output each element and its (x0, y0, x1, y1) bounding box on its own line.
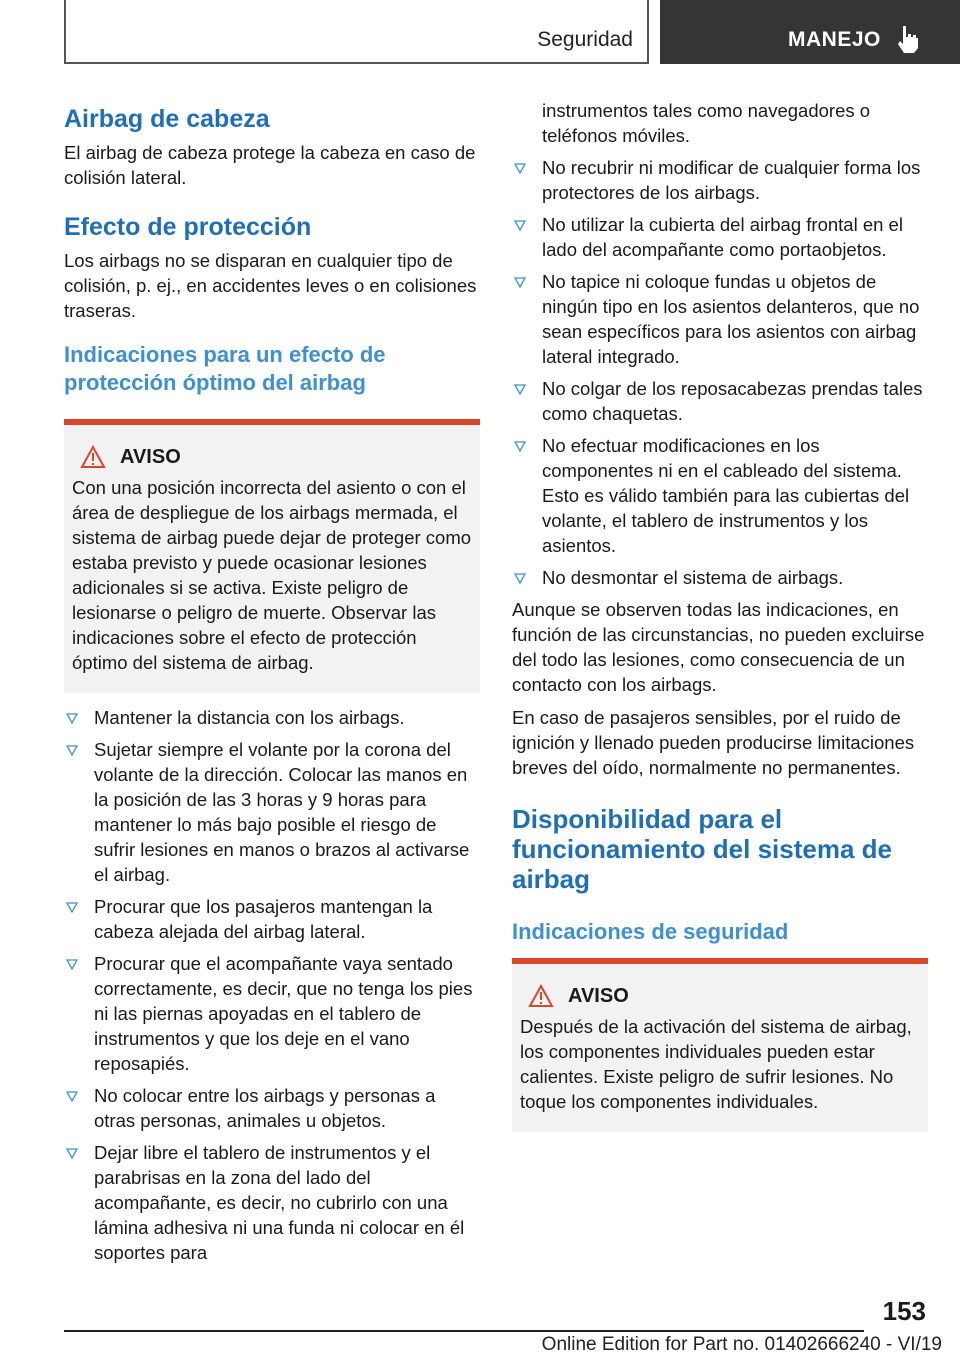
heading-disponibilidad: Disponibilidad para el funcionamiento del sistema de airbag (512, 804, 892, 894)
heading-efecto-proteccion: Efecto de protección (64, 213, 312, 241)
triangle-bullet-icon (66, 1090, 78, 1102)
warning-title: AVISO (568, 984, 629, 1007)
header-chapter-label: MANEJO (788, 28, 881, 51)
list-item: No recubrir ni modificar de cualquier forma los protectores de los airbags. (512, 155, 928, 205)
warning-title: AVISO (120, 445, 181, 468)
list-item: Mantener la distancia con los airbags. (64, 705, 480, 730)
list-item: Sujetar siempre el volante por la corona del volante de la dirección. Colocar las manos en la posición de las 3 horas y 9 horas para mantener lo más bajo posible el riesgo de sufrir lesiones en manos o brazos al activarse el airbag. (64, 737, 480, 887)
warning-triangle-icon (80, 445, 106, 469)
paragraph: Aunque se observen todas las indicaciones, en función de las circunstancias, no pueden excluirse del todo las lesiones, como consecuencia de un contacto con los airbags. (512, 599, 925, 695)
paragraph: En caso de pasajeros sensibles, por el ruido de ignición y llenado pueden producirse limitaciones breves del oído, normalmente no permanentes. (512, 707, 915, 778)
heading-airbag-cabeza: Airbag de cabeza (64, 105, 270, 133)
triangle-bullet-icon (514, 276, 526, 288)
header-section-box (64, 0, 649, 64)
list-item: No utilizar la cubierta del airbag frontal en el lado del acompañante como portaobjetos. (512, 212, 928, 262)
paragraph: Los airbags no se disparan en cualquier tipo de colisión, p. ej., en accidentes leves o en colisiones traseras. (64, 250, 477, 321)
warning-triangle-icon (528, 984, 554, 1008)
triangle-bullet-icon (514, 383, 526, 395)
triangle-bullet-icon (66, 1147, 78, 1159)
bullet-list (512, 155, 928, 590)
left-column (64, 100, 480, 1272)
list-item: No tapice ni coloque fundas u objetos de ningún tipo en los asientos delanteros, que no sean específicos para los asientos con airbag lateral integrado. (512, 269, 928, 369)
triangle-bullet-icon (514, 162, 526, 174)
list-item: Procurar que el acompañante vaya sentado correctamente, es decir, que no tenga los pies ni las piernas apoyadas en el tablero de instrumentos y que los deje en el vano reposapiés. (64, 951, 480, 1076)
triangle-bullet-icon (66, 744, 78, 756)
heading-indicaciones-seguridad: Indicaciones de seguridad (512, 919, 789, 944)
triangle-bullet-icon (514, 219, 526, 231)
triangle-bullet-icon (66, 901, 78, 913)
list-continuation: instrumentos tales como navegadores o teléfonos móviles. (542, 100, 871, 146)
triangle-bullet-icon (514, 572, 526, 584)
header-chapter-tab[interactable] (660, 0, 960, 64)
list-item: No efectuar modificaciones en los componentes ni en el cableado del sistema. Esto es válido también para las cubiertas del volante, el tablero de instrumentos y los asientos. (512, 433, 928, 558)
bullet-list (64, 705, 480, 1265)
triangle-bullet-icon (66, 712, 78, 724)
warning-box (64, 419, 480, 693)
heading-indicaciones: Indicaciones para un efecto de protección óptimo del airbag (64, 342, 386, 395)
header-section-title: Seguridad (537, 28, 633, 51)
triangle-bullet-icon (66, 958, 78, 970)
footer-edition: Online Edition for Part no. 01402666240 - VI/19 (541, 1334, 942, 1355)
list-item: Dejar libre el tablero de instrumentos y el parabrisas en la zona del lado del acompañante, es decir, no cubrirlo con una lámina adhesiva ni una funda ni colocar en él soportes para (64, 1140, 480, 1265)
pointing-hand-icon (894, 24, 922, 54)
right-column (512, 98, 928, 1132)
list-item: Procurar que los pasajeros mantengan la cabeza alejada del airbag lateral. (64, 894, 480, 944)
warning-text: Después de la activación del sistema de airbag, los componentes individuales pueden estar calientes. Existe peligro de sufrir lesiones. No toque los componentes individuales. (520, 1016, 912, 1112)
list-item: No colocar entre los airbags y personas a otras personas, animales u objetos. (64, 1083, 480, 1133)
page-number: 153 (882, 1296, 926, 1326)
warning-text: Con una posición incorrecta del asiento o con el área de despliegue de los airbags mermada, el sistema de airbag puede dejar de proteger como estaba previsto y puede ocasionar lesiones adicionales si se activa. Existe peligro de lesionarse o peligro de muerte. Observar las indicaciones sobre el efecto de protección óptimo del sistema de airbag. (72, 477, 472, 673)
footer-divider (64, 1330, 864, 1332)
paragraph: El airbag de cabeza protege la cabeza en caso de colisión lateral. (64, 142, 476, 188)
list-item: No colgar de los reposacabezas prendas tales como chaquetas. (512, 376, 928, 426)
warning-box (512, 958, 928, 1132)
list-item: No desmontar el sistema de airbags. (512, 565, 928, 590)
triangle-bullet-icon (514, 440, 526, 452)
